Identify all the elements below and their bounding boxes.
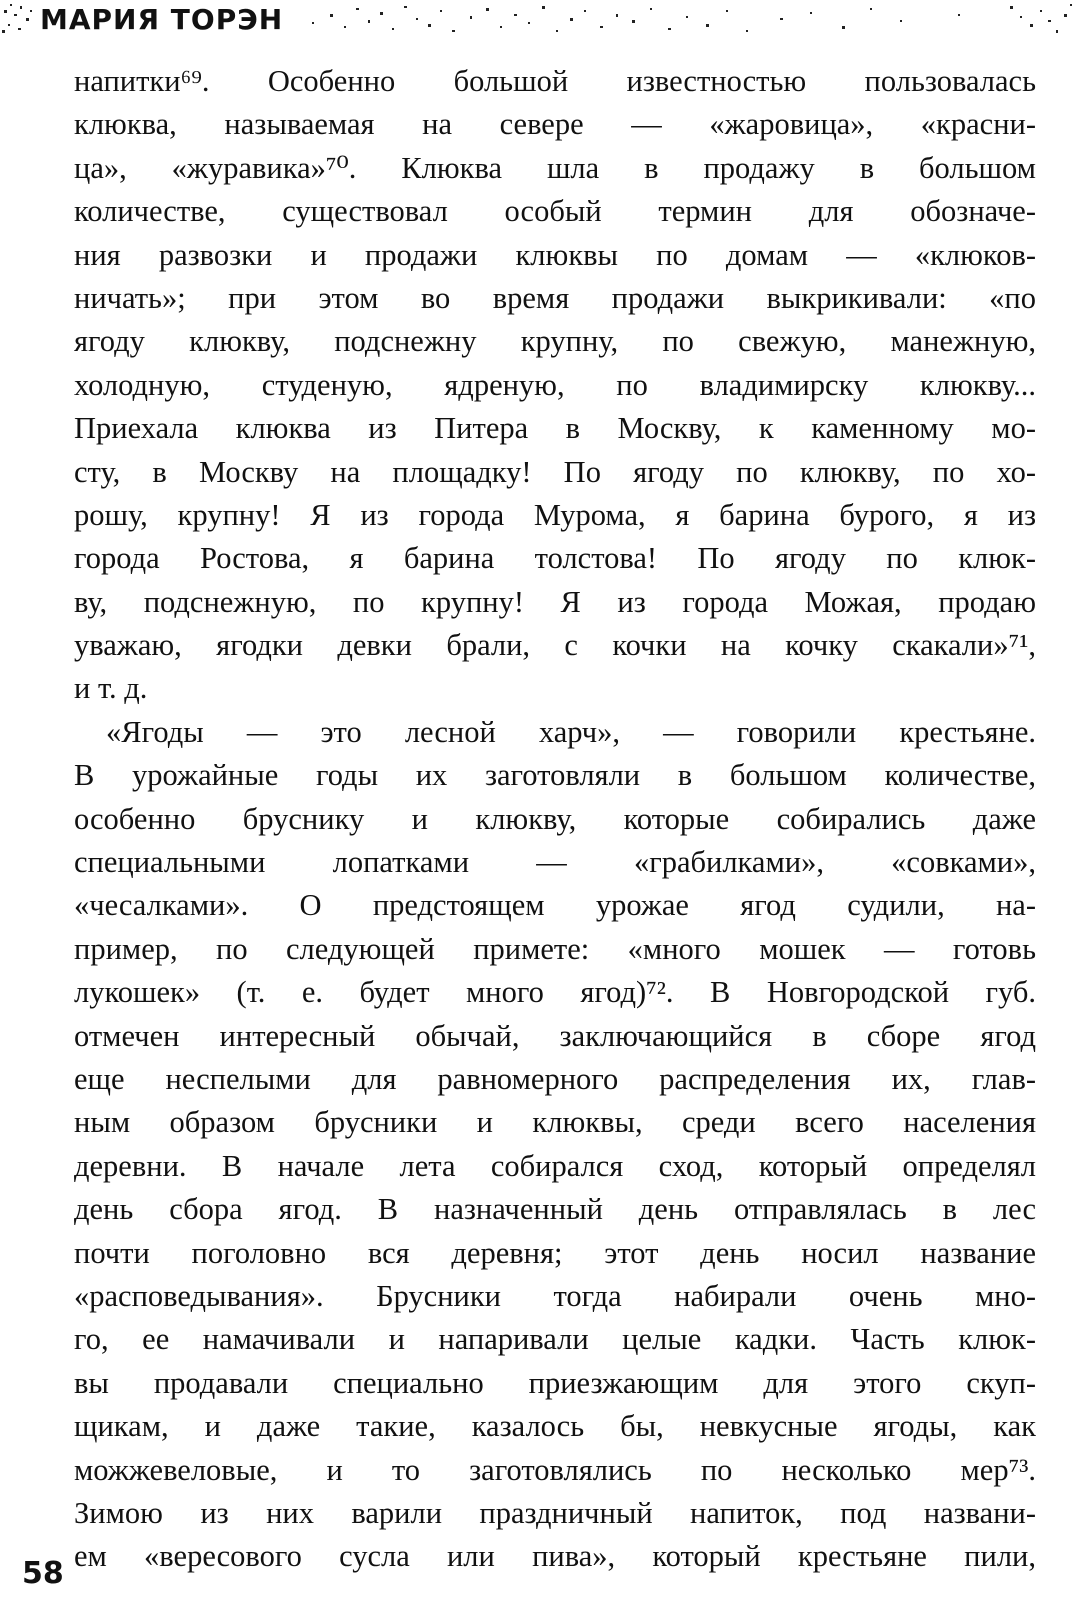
text-line: щикам, и даже такие, казалось бы, невкусные ягоды, как	[74, 1409, 1036, 1444]
text-line: холодную, студеную, ядреную, по владимирску клюкву...	[74, 367, 1036, 402]
text-line: вы продавали специально приезжающим для этого скуп-	[74, 1365, 1036, 1400]
paragraph	[74, 711, 1036, 1579]
text-line: ничать»; при этом во время продажи выкрикивали: «по	[74, 280, 1036, 315]
paragraph	[74, 60, 1036, 711]
text-line: «Ягоды — это лесной харч», — говорили крестьяне.	[106, 714, 1036, 749]
text-line: ния развозки и продажи клюквы по домам — «клюков-	[74, 237, 1036, 272]
text-line: отмечен интересный обычай, заключающийся в сборе ягод	[74, 1018, 1036, 1053]
text-line: особенно бруснику и клюкву, которые собирались даже	[74, 801, 1036, 836]
text-line: «расповедывания». Брусники тогда набирали очень мно-	[74, 1278, 1036, 1313]
text-line: ягоду клюкву, подснежну крупну, по свежую, манежную,	[74, 324, 1036, 359]
text-line: специальными лопатками — «грабилками», «совками»,	[74, 845, 1036, 880]
text-line: сту, в Москву на площадку! По ягоду по клюкву, по хо-	[74, 454, 1036, 489]
text-line: ем «вересового сусла или пива», который крестьяне пили,	[74, 1539, 1036, 1574]
text-line: напитки⁶⁹. Особенно большой известностью пользовалась	[74, 64, 1036, 98]
text-line: пример, по следующей примете: «много мошек — готовь	[74, 931, 1036, 966]
page-number: 58	[22, 1556, 64, 1591]
running-header	[0, 0, 1078, 44]
text-line: клюква, называемая на севере — «жаровица», «красни-	[74, 107, 1036, 142]
text-line: и т. д.	[74, 671, 148, 706]
text-line: рошу, крупну! Я из города Мурома, я барина бурого, я из	[74, 497, 1036, 532]
text-line: лукошек» (т. е. будет много ягод)⁷². В Новгородской губ.	[74, 975, 1036, 1010]
text-line: В урожайные годы их заготовляли в большом количестве,	[74, 758, 1036, 793]
text-line: Зимою из них варили праздничный напиток, под названи-	[74, 1495, 1036, 1530]
text-line: Приехала клюква из Питера в Москву, к каменному мо-	[74, 411, 1036, 446]
text-line: го, ее намачивали и напаривали целые кадки. Часть клюк-	[74, 1322, 1036, 1357]
text-line: уважаю, ягодки девки брали, с кочки на кочку скакали»⁷¹,	[74, 628, 1036, 663]
text-line: можжевеловые, и то заготовлялись по несколько мер⁷³.	[74, 1452, 1036, 1487]
text-line: ву, подснежную, по крупну! Я из города Можая, продаю	[74, 584, 1036, 619]
text-line: «чесалками». О предстоящем урожае ягод судили, на-	[74, 888, 1036, 923]
text-line: день сбора ягод. В назначенный день отправлялась в лес	[74, 1192, 1036, 1227]
running-title: МАРИЯ ТОРЭН	[38, 2, 289, 38]
text-line: ца», «журавика»⁷⁰. Клюква шла в продажу в большом	[74, 150, 1036, 185]
body-text	[74, 60, 1036, 1579]
text-line: еще неспелыми для равномерного распределения их, глав-	[74, 1061, 1036, 1096]
text-line: деревни. В начале лета собирался сход, который определял	[74, 1148, 1036, 1183]
text-line: количестве, существовал особый термин для обозначе-	[74, 194, 1036, 229]
text-line: города Ростова, я барина толстова! По ягоду по клюк-	[74, 541, 1036, 576]
text-line: ным образом брусники и клюквы, среди всего населения	[74, 1105, 1036, 1140]
text-line: почти поголовно вся деревня; этот день носил название	[74, 1235, 1036, 1270]
